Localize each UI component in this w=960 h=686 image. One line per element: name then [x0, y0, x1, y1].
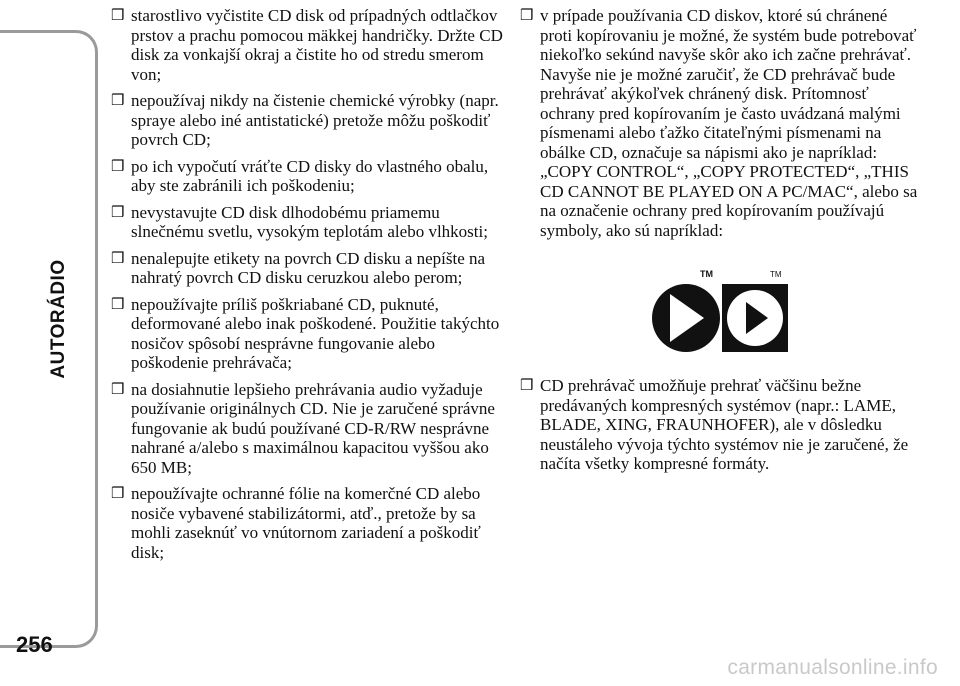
- checkbox-bullet-icon: ❒: [111, 204, 125, 221]
- list-item: [111, 380, 504, 478]
- watermark: carmanualsonline.info: [727, 656, 938, 679]
- list-item-text: po ich vypočutí vráťte CD disky do vlastného obalu, aby ste zabránili ich poškodeniu;: [131, 156, 489, 195]
- list-item-text: nepoužívajte ochranné fólie na komerčné CD alebo nosiče vybavené stabilizátormi, atď., pretože by sa mohli zaseknúť vo vnútornom zariadení a poškodiť disk;: [131, 484, 481, 562]
- list-item-text: nevystavujte CD disk dlhodobému priamemu slnečnému svetlu, vysokým teplotám alebo vlhkosti;: [131, 202, 488, 241]
- list-item: [111, 6, 504, 84]
- list-item-text: starostlivo vyčistite CD disk od prípadných odtlačkov prstov a prachu pomocou mäkkej handričky. Držte CD disk za vonkajší okraj a čistite ho od stredu smerom von;: [131, 6, 503, 84]
- checkbox-bullet-icon: ❒: [111, 250, 125, 267]
- list-item-text: v prípade používania CD diskov, ktoré sú chránené proti kopírovaniu je možné, že systém bude potrebovať niekoľko sekúnd navyše skôr ako ich začne prehrávať. Navyše nie je možné zaručiť, že CD prehrávač bude prehrávať akýkoľvek chránený disk. Prítomnosť ochrany pred kopírovaním je často uvádzaná malými písmenami alebo ťažko čitateľnými písmenami na obálke CD, označuje sa nápismi ako je napríklad: „COPY CONTROL“, „COPY PROTECTED“, „THIS CD CANNOT BE PLAYED ON A PC/MAC“, alebo sa na označenie ochrany pred kopírovaním používajú symboly, ako sú napríklad:: [540, 6, 918, 240]
- list-item-text: CD prehrávač umožňuje prehrať väčšinu bežne predávaných kompresných systémov (napr.: LAME, BLADE, XING, FRAUNHOFER), ale v dôsledku neustáleho vývoja týchto systémov nie je zaručené, že načíta všetky kompresné formáty.: [540, 376, 909, 473]
- checkbox-bullet-icon: ❒: [111, 296, 125, 313]
- list-item: [111, 484, 504, 562]
- checkbox-bullet-icon: ❒: [111, 8, 125, 24]
- checkbox-bullet-icon: ❒: [111, 93, 125, 109]
- copy-protection-logos: [520, 264, 920, 356]
- copy-protection-logo-icon: [652, 264, 788, 356]
- trademark-mark: TM: [700, 269, 713, 279]
- list-item: [520, 376, 920, 474]
- list-item: [111, 295, 504, 373]
- list-item-text: nepoužívajte príliš poškriabané CD, puknuté, deformované alebo inak poškodené. Použitie takýchto nosičov spôsobí nesprávne fungovanie alebo poškodenie prehrávača;: [131, 294, 500, 372]
- trademark-mark: TM: [770, 270, 782, 279]
- left-column: [111, 6, 504, 569]
- list-item-text: nenalepujte etikety na povrch CD disku a nepíšte na nahratý povrch CD disku ceruzkou alebo perom;: [131, 248, 486, 287]
- checkbox-bullet-icon: ❒: [111, 158, 125, 175]
- checkbox-bullet-icon: ❒: [111, 486, 125, 502]
- list-item-text: na dosiahnutie lepšieho prehrávania audio vyžaduje používanie originálnych CD. Nie je zaručené správne fungovanie ak budú používané CD-R/RW nesprávne nahrané a/alebo s maximálnou kapacitou vyššou ako 650 MB;: [131, 379, 495, 477]
- list-item: [520, 6, 920, 240]
- list-item: [111, 203, 504, 242]
- right-column: [520, 6, 920, 481]
- list-item-text: nepoužívaj nikdy na čistenie chemické výrobky (napr. spraye alebo iné antistatické) pretože môžu poškodiť povrch CD;: [131, 91, 499, 149]
- page-number: 256: [16, 632, 53, 657]
- list-item: [111, 91, 504, 150]
- checkbox-bullet-icon: ❒: [520, 8, 534, 24]
- checkbox-bullet-icon: ❒: [520, 378, 534, 394]
- checkbox-bullet-icon: ❒: [111, 381, 125, 398]
- section-label: AUTORÁDIO: [48, 259, 69, 379]
- list-item: [111, 157, 504, 196]
- list-item: [111, 249, 504, 288]
